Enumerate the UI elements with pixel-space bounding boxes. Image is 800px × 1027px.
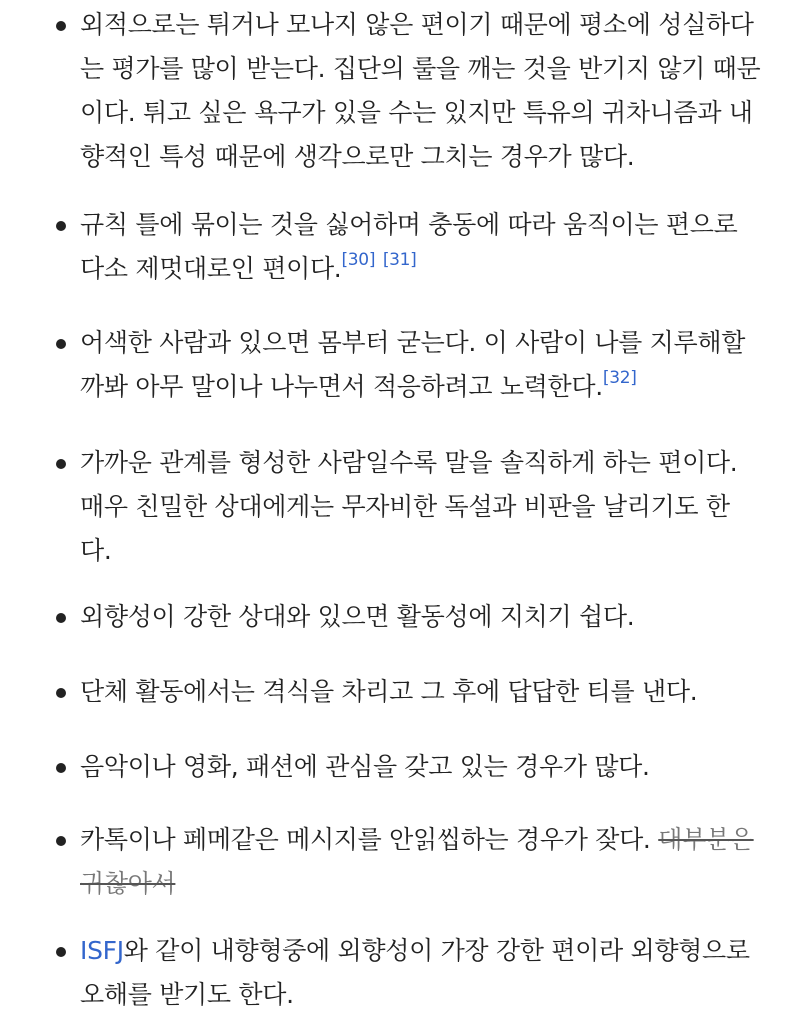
item-text — [80, 818, 780, 906]
item-text — [80, 929, 780, 1017]
item-text — [80, 203, 780, 291]
text-line — [80, 929, 780, 973]
isfj-link[interactable]: ISFJ — [80, 936, 124, 965]
bullet-icon — [56, 459, 66, 469]
citation-link[interactable]: [30] — [341, 250, 376, 270]
text-line: 어색한 사람과 있으면 몸부터 굳는다. 이 사람이 나를 지루해할 — [80, 328, 746, 357]
text-segment: 다소 제멋대로인 편이다. — [80, 254, 342, 283]
text-line: 음악이나 영화, 패션에 관심을 갖고 있는 경우가 많다. — [80, 752, 650, 781]
citation-link[interactable]: [31] — [382, 250, 417, 270]
strikethrough-text: 귀찮아서 — [80, 869, 176, 898]
text-line: 향적인 특성 때문에 생각으로만 그치는 경우가 많다. — [80, 142, 635, 171]
item-text — [80, 441, 780, 573]
text-line: 이다. 튀고 싶은 욕구가 있을 수는 있지만 특유의 귀차니즘과 내 — [80, 98, 753, 127]
bullet-icon — [56, 21, 66, 31]
item-text — [80, 745, 780, 789]
text-line: 는 평가를 많이 받는다. 집단의 룰을 깨는 것을 반기지 않기 때문 — [80, 54, 761, 83]
item-text — [80, 321, 780, 409]
item-text — [80, 3, 780, 179]
text-line: 규칙 틀에 묶이는 것을 싫어하며 충동에 따라 움직이는 편으로 — [80, 210, 738, 239]
text-line: 단체 활동에서는 격식을 차리고 그 후에 답답한 티를 낸다. — [80, 677, 698, 706]
text-line — [80, 247, 780, 291]
text-line: 다. — [80, 536, 112, 565]
bullet-icon — [56, 221, 66, 231]
text-line: 가까운 관계를 형성한 사람일수록 말을 솔직하게 하는 편이다. — [80, 448, 738, 477]
bullet-icon — [56, 947, 66, 957]
bullet-icon — [56, 339, 66, 349]
text-line — [80, 818, 780, 862]
text-line — [80, 365, 780, 409]
citation-link[interactable]: [32] — [602, 368, 637, 388]
text-line: 외향성이 강한 상대와 있으면 활동성에 지치기 쉽다. — [80, 602, 635, 631]
bullet-icon — [56, 613, 66, 623]
text-segment: 카톡이나 페메같은 메시지를 안읽씹하는 경우가 잦다. — [80, 825, 659, 854]
text-line — [80, 862, 780, 906]
text-line: 외적으로는 튀거나 모나지 않은 편이기 때문에 평소에 성실하다 — [80, 10, 754, 39]
text-line: 오해를 받기도 한다. — [80, 980, 294, 1009]
bullet-icon — [56, 836, 66, 846]
text-segment: 까봐 아무 말이나 나누면서 적응하려고 노력한다. — [80, 372, 603, 401]
bullet-icon — [56, 688, 66, 698]
text-segment: 와 같이 내향형중에 외향성이 가장 강한 편이라 외향형으로 — [123, 936, 750, 965]
text-line: 매우 친밀한 상대에게는 무자비한 독설과 비판을 날리기도 한 — [80, 492, 730, 521]
strikethrough-text: 대부분은 — [658, 825, 754, 854]
bullet-icon — [56, 763, 66, 773]
item-text — [80, 595, 780, 639]
item-text — [80, 670, 780, 714]
